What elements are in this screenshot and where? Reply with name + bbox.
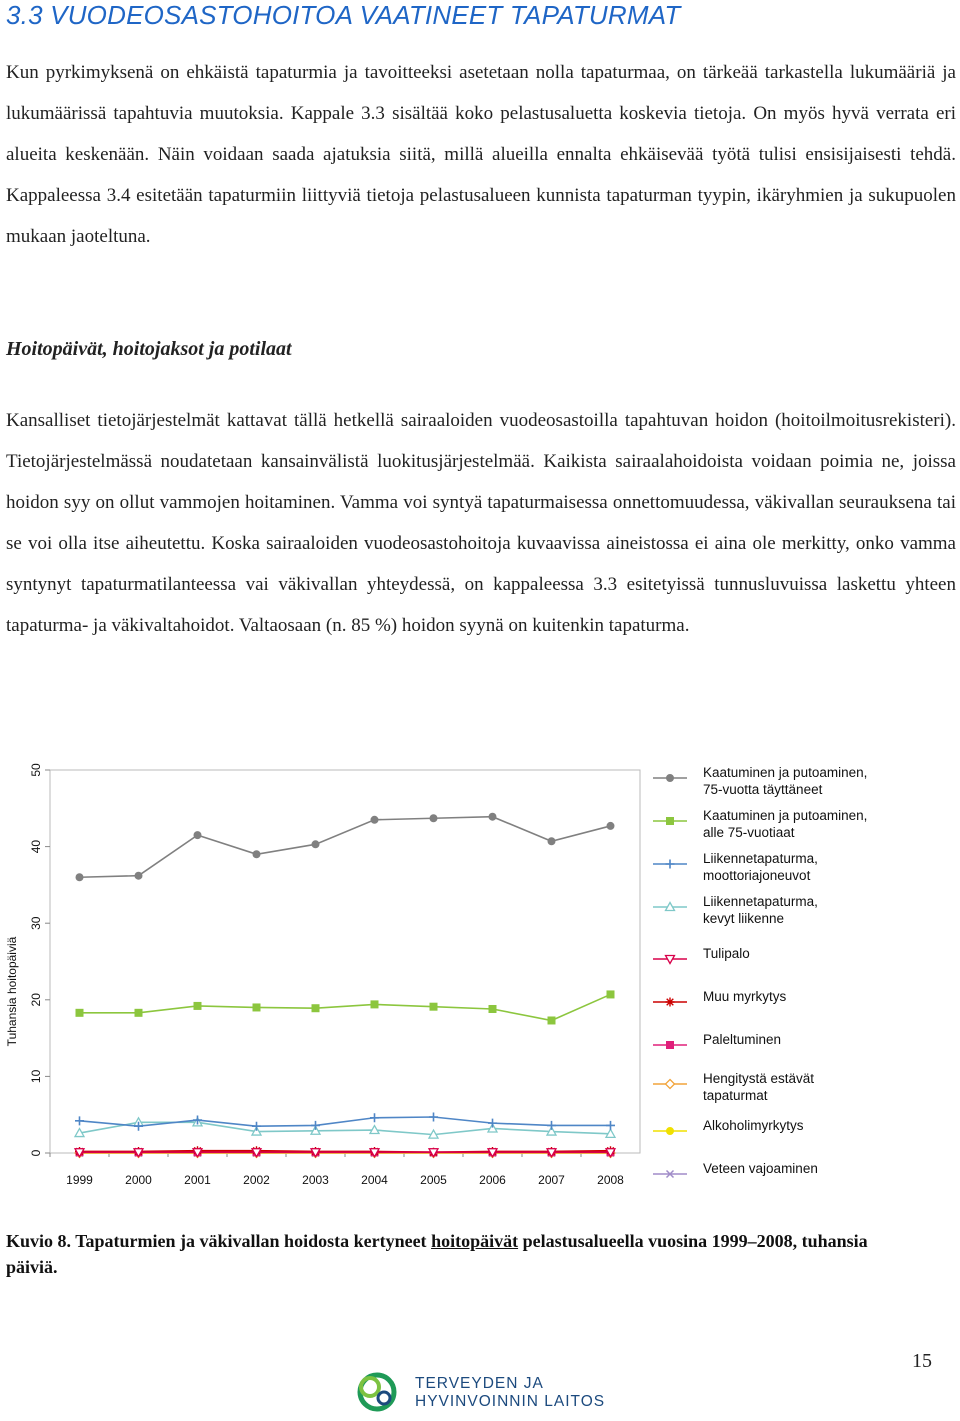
y-tick-label: 40: [29, 839, 43, 854]
x-tick-label: 2001: [184, 1173, 211, 1187]
data-point: [607, 822, 614, 829]
x-tick-label: 2008: [597, 1173, 624, 1187]
data-point: [76, 1009, 83, 1016]
legend-marker: [667, 1042, 674, 1049]
data-point: [194, 1002, 201, 1009]
data-point: [548, 838, 555, 845]
data-point: [489, 1005, 496, 1012]
legend-label-line: kevyt liikenne: [703, 911, 785, 926]
legend-label-line: Hengitystä estävät: [703, 1071, 815, 1086]
data-point: [312, 1005, 319, 1012]
legend-label: [703, 1160, 943, 1177]
data-point: [430, 815, 437, 822]
section-heading: 3.3 VUODEOSASTOHOITOA VAATINEET TAPATURMAT: [6, 0, 681, 30]
legend-swatch: [650, 760, 694, 784]
legend-label-line: Tulipalo: [703, 946, 750, 961]
legend-label-line: Liikennetapaturma,: [703, 894, 818, 909]
data-point: [548, 1017, 555, 1024]
data-point: [312, 841, 319, 848]
x-tick-label: 2004: [361, 1173, 388, 1187]
legend-item: [650, 1066, 950, 1106]
plot-frame: [50, 770, 640, 1153]
legend-label-line: Alkoholimyrkytys: [703, 1118, 804, 1133]
line-chart: [0, 745, 650, 1205]
legend-label: [703, 1117, 943, 1134]
legend-marker: [667, 1128, 674, 1135]
legend-swatch: [650, 889, 694, 913]
legend-swatch: [650, 984, 694, 1008]
x-tick-label: 1999: [66, 1173, 93, 1187]
legend-label-line: 75-vuotta täyttäneet: [703, 782, 823, 797]
thl-logo: [344, 1368, 634, 1416]
data-point: [430, 1003, 437, 1010]
data-point: [311, 1121, 320, 1130]
data-point: [429, 1112, 438, 1121]
data-point: [606, 1121, 615, 1130]
x-tick-label: 2002: [243, 1173, 270, 1187]
legend-item: [650, 846, 950, 886]
subheading: Hoitopäivät, hoitojaksot ja potilaat: [6, 338, 292, 360]
legend-label-line: moottoriajoneuvot: [703, 868, 811, 883]
legend-item: [650, 1156, 950, 1196]
legend-marker: [666, 860, 675, 869]
legend-label-line: Kaatuminen ja putoaminen,: [703, 808, 868, 823]
legend-label: [703, 988, 943, 1005]
series-2: [76, 991, 614, 1024]
data-point: [252, 1122, 261, 1131]
legend-label: [703, 1031, 943, 1048]
legend-item: [650, 803, 950, 843]
legend-label: [703, 1070, 943, 1104]
legend-label-line: Paleltuminen: [703, 1032, 782, 1047]
series-line: [80, 994, 611, 1020]
caption-prefix: Kuvio 8. Tapaturmien ja väkivallan hoidosta kertyneet: [6, 1231, 432, 1251]
legend-swatch: [650, 1027, 694, 1051]
legend-swatch: [650, 1156, 694, 1180]
caption-suffix: pelastusalueella vuosina 1999–2008, tuhansia päiviä.: [6, 1231, 868, 1277]
legend-label: [703, 945, 943, 962]
data-point: [489, 813, 496, 820]
legend-swatch: [650, 941, 694, 965]
legend-label-line: Veteen vajoaminen: [703, 1161, 818, 1176]
data-point: [135, 1009, 142, 1016]
logo-line-1: TERVEYDEN JA: [415, 1375, 544, 1392]
logo-line-2: HYVINVOINNIN LAITOS: [415, 1393, 606, 1410]
caption-underlined: hoitopäivät: [431, 1231, 519, 1251]
legend-label-line: Kaatuminen ja putoaminen,: [703, 765, 868, 780]
legend-label-line: Muu myrkytys: [703, 989, 787, 1004]
series-1: [76, 813, 614, 881]
legend-label: [703, 850, 943, 884]
y-tick-label: 0: [29, 1149, 43, 1157]
legend-label-line: tapaturmat: [703, 1088, 768, 1103]
data-point: [607, 991, 614, 998]
data-point: [488, 1119, 497, 1128]
legend-swatch: [650, 846, 694, 870]
legend-label-line: alle 75-vuotiaat: [703, 825, 795, 840]
data-point: [547, 1121, 556, 1130]
data-point: [76, 874, 83, 881]
legend-item: [650, 889, 950, 929]
legend-marker: [667, 818, 674, 825]
legend-swatch: [650, 1066, 694, 1090]
legend-item: [650, 941, 950, 981]
x-tick-label: 2000: [125, 1173, 152, 1187]
x-tick-label: 2005: [420, 1173, 447, 1187]
thl-logo-icon: [344, 1368, 410, 1416]
data-point: [371, 816, 378, 823]
x-tick-label: 2007: [538, 1173, 565, 1187]
intro-paragraph: Kun pyrkimyksenä on ehkäistä tapaturmia ja tavoitteeksi asetetaan nolla tapaturmaa, on tärkeää tarkastella lukumääriä ja lukumäärissä tapahtuvia muutoksia. Kappale 3.3 sisältää koko pelastusaluetta koskevia tietoja. On myös hyvä verrata eri alueita keskenään. Näin voidaan saada ajatuksia siitä, millä alueilla ennalta ehkäisevää työtä tulisi ensisijaisesti tehdä. Kappaleessa 3.4 esitetään tapaturmiin liittyviä tietoja pelastusalueen kunnista tapaturman tyypin, ikäryhmien ja sukupuolen mukaan jaoteltuna.: [6, 62, 956, 247]
data-point: [253, 851, 260, 858]
data-point: [135, 872, 142, 879]
legend-label-line: Liikennetapaturma,: [703, 851, 818, 866]
page-number: 15: [912, 1350, 932, 1372]
data-point: [371, 1001, 378, 1008]
series-line: [80, 817, 611, 878]
legend-label: [703, 764, 943, 798]
legend-item: [650, 1027, 950, 1067]
legend-label: [703, 893, 943, 927]
legend-item: [650, 1113, 950, 1153]
legend-item: [650, 760, 950, 800]
legend-label: [703, 807, 943, 841]
data-point: [253, 1004, 260, 1011]
legend-item: [650, 984, 950, 1024]
y-tick-label: 30: [29, 916, 43, 930]
body-paragraph: Kansalliset tietojärjestelmät kattavat tällä hetkellä sairaaloiden vuodeosastoilla tapahtuvan hoidon (hoitoilmoitusrekisteri). Tietojärjestelmässä noudatetaan kansainvälistä luokitusjärjestelmää. Kaikista sairaalahoidoista voidaan poimia ne, joissa hoidon syy on ollut vammojen hoitaminen. Vamma voi syntyä tapaturmaisessa onnettomuudessa, väkivallan seurauksena tai se voi olla itse aiheutettu. Koska sairaaloiden vuodeosastohoitoja kuvaavissa aineistossa ei aina ole merkitty, onko vamma syntynyt tapaturmatilanteessa vai väkivallan yhteydessä, on kappaleessa 3.3 esitetyissä tunnusluvuissa laskettu yhteen tapaturma- ja väkivaltahoidot. Valtaosaan (n. 85 %) hoidon syynä on kuitenkin tapaturma.: [6, 410, 956, 636]
x-tick-label: 2006: [479, 1173, 506, 1187]
legend-marker: [666, 998, 675, 1007]
y-tick-label: 20: [29, 993, 43, 1007]
y-tick-label: 10: [29, 1069, 43, 1084]
legend-marker: [666, 1080, 675, 1089]
x-tick-label: 2003: [302, 1173, 329, 1187]
data-point: [370, 1113, 379, 1122]
legend-marker: [667, 775, 674, 782]
data-point: [75, 1116, 84, 1125]
data-point: [194, 832, 201, 839]
figure-caption: [6, 1228, 906, 1280]
legend-swatch: [650, 1113, 694, 1137]
legend-swatch: [650, 803, 694, 827]
y-axis-title: Tuhansia hoitopäiviä: [5, 936, 19, 1047]
y-tick-label: 50: [29, 763, 43, 777]
